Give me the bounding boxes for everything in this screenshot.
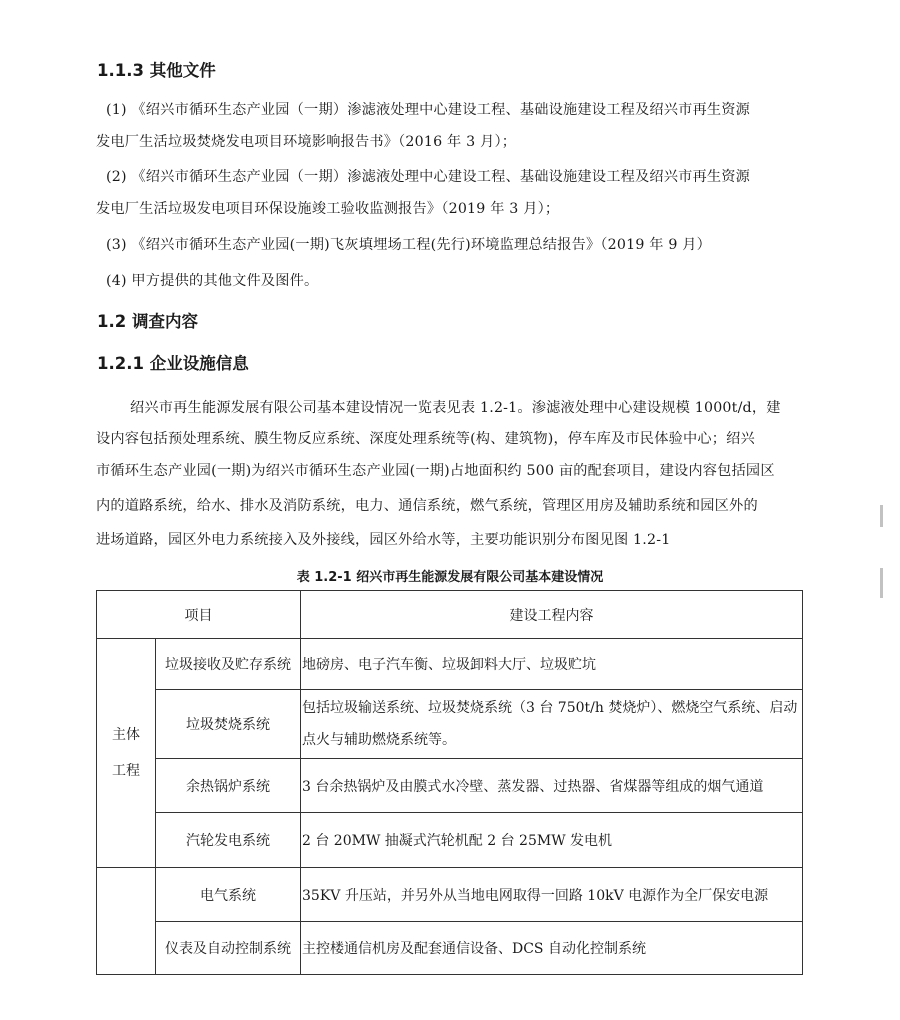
table-row (97, 813, 803, 868)
row-content: 主控楼通信机房及配套通信设备、DCS 自动化控制系统 (301, 922, 803, 975)
other-file-2-line1: (2) 《绍兴市循环生态产业园（一期）渗滤液处理中心建设工程、基础设施建设工程及绍兴市再生资源 (106, 169, 751, 185)
other-file-1-line1: (1) 《绍兴市循环生态产业园（一期）渗滤液处理中心建设工程、基础设施建设工程及绍兴市再生资源 (106, 102, 751, 118)
group-blank (97, 868, 156, 975)
scan-edge-mark (880, 568, 883, 598)
construction-table (96, 590, 803, 975)
heading-1-2-1: 1.2.1 企业设施信息 (97, 354, 249, 373)
facility-paragraph-line: 设内容包括预处理系统、膜生物反应系统、深度处理系统等(构、建筑物)，停车库及市民体验中心；绍兴 (96, 431, 755, 447)
row-name: 余热锅炉系统 (156, 759, 301, 813)
facility-paragraph-line: 进场道路，园区外电力系统接入及外接线，园区外给水等，主要功能识别分布图见图 1.2-1 (96, 532, 671, 548)
table-row (97, 639, 803, 690)
row-content: 2 台 20MW 抽凝式汽轮机配 2 台 25MW 发电机 (301, 813, 803, 868)
other-file-2-line2: 发电厂生活垃圾发电项目环保设施竣工验收监测报告》（2019 年 3 月）； (96, 201, 560, 217)
group-main-line2: 工程 (112, 763, 140, 779)
facility-paragraph-line: 绍兴市再生能源发展有限公司基本建设情况一览表见表 1.2-1。渗滤液处理中心建设规模 1000t/d，建 (130, 400, 781, 416)
row-name: 垃圾焚烧系统 (156, 690, 301, 759)
table-row (97, 759, 803, 813)
row-name: 仪表及自动控制系统 (156, 922, 301, 975)
facility-paragraph-line: 市循环生态产业园(一期)为绍兴市循环生态产业园(一期)占地面积约 500 亩的配套项目，建设内容包括园区 (96, 463, 775, 479)
facility-paragraph-line: 内的道路系统，给水、排水及消防系统，电力、通信系统，燃气系统，管理区用房及辅助系统和园区外的 (96, 498, 758, 514)
scan-edge-mark (880, 505, 883, 527)
row-content: 包括垃圾输送系统、垃圾焚烧系统（3 台 750t/h 焚烧炉）、燃烧空气系统、启动点火与辅助燃烧系统等。 (301, 690, 803, 759)
group-main-line1: 主体 (112, 727, 140, 743)
table-row (97, 690, 803, 759)
heading-1-2: 1.2 调查内容 (97, 312, 198, 331)
row-name: 电气系统 (156, 868, 301, 922)
other-file-1-line2: 发电厂生活垃圾焚烧发电项目环境影响报告书》（2016 年 3 月）； (96, 134, 517, 150)
table-row (97, 868, 803, 922)
header-item: 项目 (97, 591, 301, 639)
row-content: 3 台余热锅炉及由膜式水冷壁、蒸发器、过热器、省煤器等组成的烟气通道 (301, 759, 803, 813)
table-header-row (97, 591, 803, 639)
other-file-3: (3) 《绍兴市循环生态产业园(一期)飞灰填埋场工程(先行)环境监理总结报告》（2019 年 9 月） (106, 237, 712, 253)
heading-1-1-3: 1.1.3 其他文件 (97, 61, 216, 80)
row-content: 地磅房、电子汽车衡、垃圾卸料大厅、垃圾贮坑 (301, 639, 803, 690)
table-row (97, 922, 803, 975)
table-caption: 表 1.2-1 绍兴市再生能源发展有限公司基本建设情况 (296, 570, 604, 585)
row-name: 汽轮发电系统 (156, 813, 301, 868)
header-content: 建设工程内容 (301, 591, 803, 639)
row-name: 垃圾接收及贮存系统 (156, 639, 301, 690)
other-file-4: (4) 甲方提供的其他文件及图件。 (106, 273, 319, 289)
group-main-works (97, 639, 156, 868)
row-content: 35KV 升压站，并另外从当地电网取得一回路 10kV 电源作为全厂保安电源 (301, 868, 803, 922)
